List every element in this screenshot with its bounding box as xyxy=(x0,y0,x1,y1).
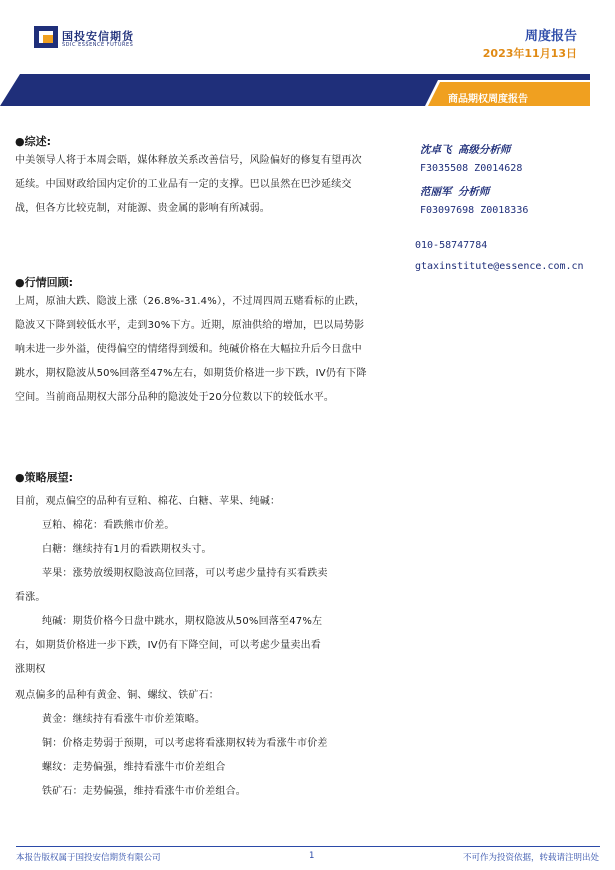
footer-page-number: 1 xyxy=(309,851,315,861)
strategy-bearish-item: 白糖：继续持有1月的看跌期权头寸。 xyxy=(42,544,212,555)
summary-heading: ●综述: xyxy=(15,135,51,148)
strategy-bearish-item: 豆粕、棉花：看跌熊市价差。 xyxy=(42,520,175,531)
report-type: 周度报告 xyxy=(524,29,577,44)
strategy-bearish-item: 苹果：涨势放缓期权隐波高位回落，可以考虑少量持有买看跌卖 xyxy=(42,568,328,579)
strategy-bearish-intro: 目前，观点偏空的品种有豆粕、棉花、白糖、苹果、纯碱： xyxy=(15,496,281,507)
footer-copyright: 本报告版权属于国投安信期货有限公司 xyxy=(16,853,161,863)
analyst-2-name: 范丽军 分析师 xyxy=(420,186,490,198)
banner-title: 商品期权周度报告 xyxy=(448,94,528,105)
footer-divider xyxy=(16,846,600,847)
company-logo-icon xyxy=(34,26,58,48)
strategy-bearish-item-cont: 涨期权 xyxy=(15,664,46,675)
strategy-bullish-item: 螺纹：走势偏强，维持看涨牛市价差组合 xyxy=(42,762,226,773)
company-name-cn: 国投安信期货 xyxy=(62,30,134,43)
review-heading: ●行情回顾: xyxy=(15,276,73,289)
strategy-bullish-intro: 观点偏多的品种有黄金、铜、螺纹、铁矿石： xyxy=(15,690,219,701)
strategy-bearish-item-cont: 右，如期货价格进一步下跌，IV仍有下降空间，可以考虑少量卖出看 xyxy=(15,640,321,651)
strategy-bullish-item: 铜：价格走势弱于预期，可以考虑将看涨期权转为看涨牛市价差 xyxy=(42,738,328,749)
strategy-bearish-item: 纯碱：期货价格今日盘中跳水，期权隐波从50%回落至47%左 xyxy=(42,616,323,627)
strategy-bullish-item: 黄金：继续持有看涨牛市价差策略。 xyxy=(42,714,206,725)
contact-phone: 010-58747784 xyxy=(415,240,488,251)
report-date: 2023年11月13日 xyxy=(482,47,577,60)
company-name-en: SDIC ESSENCE FUTURES xyxy=(62,42,134,48)
strategy-bearish-item-cont: 看涨。 xyxy=(15,592,46,603)
analyst-1-name: 沈卓飞 高级分析师 xyxy=(420,144,511,156)
strategy-heading: ●策略展望: xyxy=(15,471,73,484)
analyst-2-cert: F03097698 Z0018336 xyxy=(420,205,529,216)
analyst-1-cert: F3035508 Z0014628 xyxy=(420,163,523,174)
contact-email[interactable]: gtaxinstitute@essence.com.cn xyxy=(415,261,584,272)
strategy-bullish-item: 铁矿石：走势偏强，维持看涨牛市价差组合。 xyxy=(42,786,246,797)
review-text: 上周，原油大跌、隐波上涨（26.8%-31.4%），不过周四周五赌看标的止跌，隐波又下降到较低水平，走到30%下方。近期，原油供给的增加，巴以局势影响未进一步外溢，使得偏空的情绪得到缓和。纯碱价格在大幅拉升后今日盘中跳水，期权隐波从50%回落至47%左右，如期货价格进一步下跌，IV仍有下降空间。当前商品期权大部分品种的隐波处于20分位数以下的较低水平。 xyxy=(15,296,367,403)
footer-disclaimer: 不可作为投资依据，转载请注明出处 xyxy=(462,853,599,863)
summary-text: 中美领导人将于本周会晤，媒体释放关系改善信号，风险偏好的修复有望再次延续。中国财政给国内定价的工业品有一定的支撑。巴以虽然在巴沙延续交战，但各方比较克制，对能源、贵金属的影响有所减弱。 xyxy=(15,155,362,214)
